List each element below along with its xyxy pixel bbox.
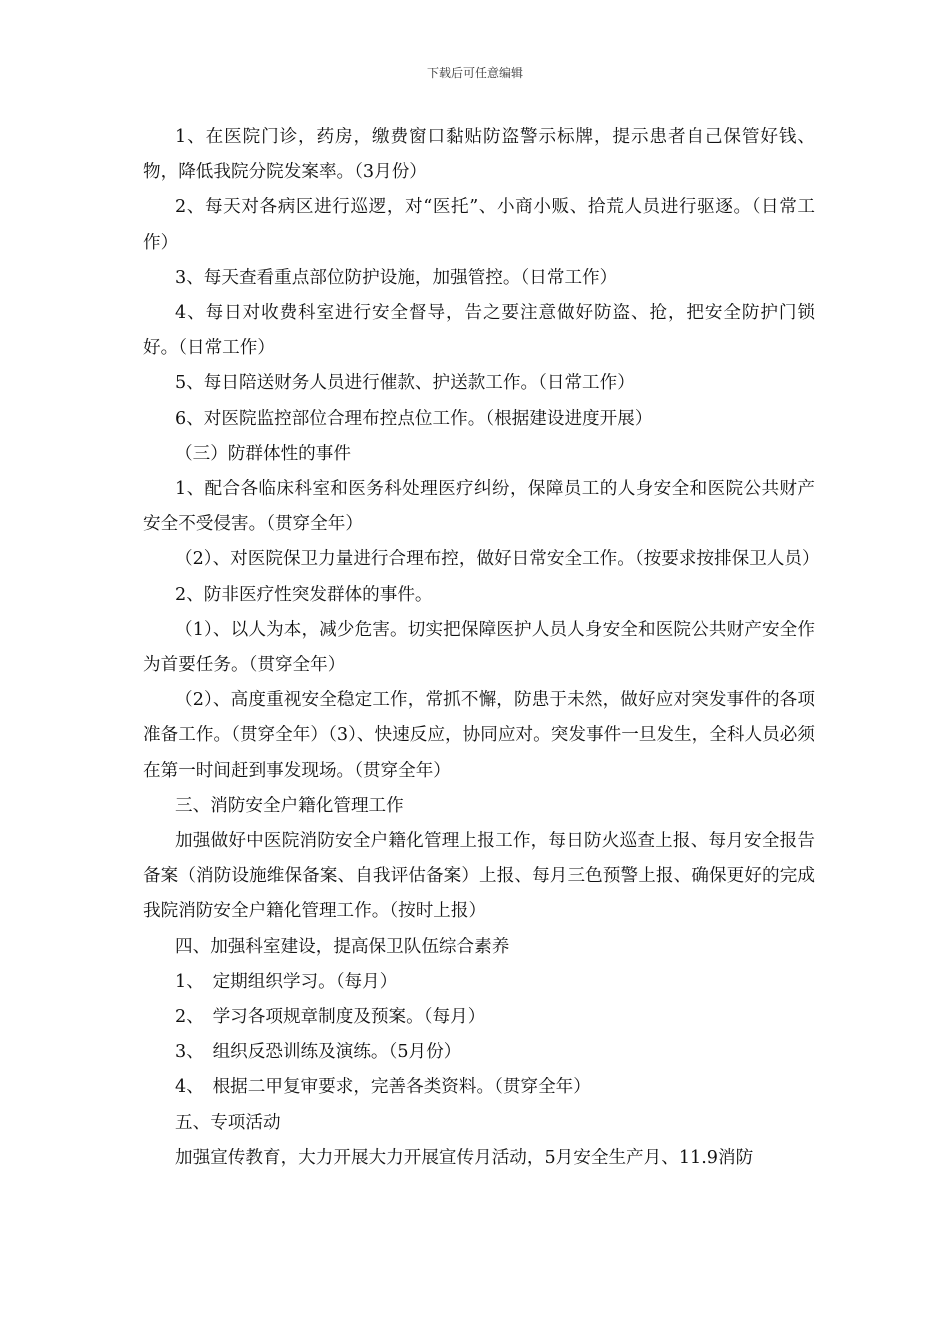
paragraph: 加强做好中医院消防安全户籍化管理上报工作，每日防火巡查上报、每月安全报告备案（消防设施维保备案、自我评估备案）上报、每月三色预警上报、确保更好的完成我院消防安全户籍化管理工作。（按时上报） <box>143 831 815 922</box>
paragraph: 1、在医院门诊，药房，缴费窗口黏贴防盗警示标牌，提示患者自己保管好钱、物，降低我院分院发案率。（3月份） <box>143 127 815 183</box>
paragraph: 6、对医院监控部位合理布控点位工作。（根据建设进度开展） <box>175 408 653 429</box>
section-heading: （三）防群体性的事件 <box>175 443 351 464</box>
paragraph: 2、防非医疗性突发群体的事件。 <box>175 584 433 605</box>
paragraph: 4、每日对收费科室进行安全督导，告之要注意做好防盗、抢，把安全防护门锁好。（日常工作） <box>143 303 815 359</box>
section-heading: 五、专项活动 <box>175 1112 281 1133</box>
paragraph: （1）、以人为本，减少危害。切实把保障医护人员人身安全和医院公共财产安全作为首要任务。（贯穿全年） <box>143 619 815 676</box>
page-header: 下载后可任意编辑 <box>426 66 523 80</box>
paragraph: （2）、对医院保卫力量进行合理布控，做好日常安全工作。（按要求按排保卫人员） <box>175 549 820 570</box>
section-heading: 三、消防安全户籍化管理工作 <box>175 795 404 816</box>
paragraph: 1、配合各临床科室和医务科处理医疗纠纷，保障员工的人身安全和医院公共财产安全不受侵害。（贯穿全年） <box>143 479 815 535</box>
paragraph: （2）、高度重视安全稳定工作，常抓不懈，防患于未然，做好应对突发事件的各项准备工作。（贯穿全年）（3）、快速反应，协同应对。突发事件一旦发生，全科人员必须在第一时间赶到事发现场。（贯穿全年） <box>143 690 815 781</box>
paragraph: 3、每天查看重点部位防护设施，加强管控。（日常工作） <box>175 267 618 288</box>
list-item: 1、 定期组织学习。（每月） <box>175 971 398 992</box>
section-heading: 四、加强科室建设，提高保卫队伍综合素养 <box>175 936 510 957</box>
paragraph: 5、每日陪送财务人员进行催款、护送款工作。（日常工作） <box>175 373 635 394</box>
paragraph: 2、每天对各病区进行巡逻，对“医托”、小商小贩、拾荒人员进行驱逐。（日常工作） <box>143 197 815 253</box>
paragraph: 加强宣传教育，大力开展大力开展宣传月活动，5月安全生产月、11.9消防 <box>175 1147 754 1168</box>
list-item: 2、 学习各项规章制度及预案。（每月） <box>175 1007 486 1028</box>
document-body <box>143 120 820 1176</box>
list-item: 3、 组织反恐训练及演练。（5月份） <box>175 1042 462 1063</box>
list-item: 4、 根据二甲复审要求，完善各类资料。（贯穿全年） <box>175 1077 591 1098</box>
